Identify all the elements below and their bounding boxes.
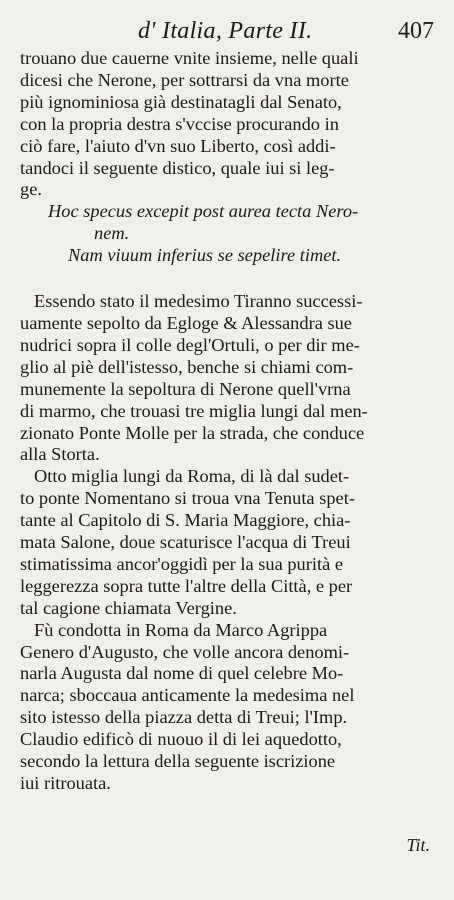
text-line: narca; sboccaua anticamente la medesima nel xyxy=(20,685,355,706)
text-line: nudrici sopra il colle degl'Ortuli, o per dir me- xyxy=(20,334,360,355)
text-line: mata Salone, doue scaturisce l'acqua di Treui xyxy=(20,532,351,553)
text-line: zionato Ponte Molle per la strada, che conduce xyxy=(20,422,365,443)
page-number: 407 xyxy=(398,18,434,44)
latin-distich xyxy=(20,201,436,267)
text-line: tal cagione chiamata Vergine. xyxy=(20,597,237,618)
text-line: più ignominiosa già destinatagli dal Senato, xyxy=(20,91,342,112)
page-header xyxy=(20,14,436,48)
text-line: glio al piè dell'istesso, benche si chiami com- xyxy=(20,356,354,377)
text-line: Essendo stato il medesimo Tiranno successi- xyxy=(34,291,363,312)
paragraph-2 xyxy=(20,291,436,466)
text-line: secondo la lettura della seguente iscrizione xyxy=(20,751,336,772)
text-line: Fù condotta in Roma da Marco Agrippa xyxy=(34,619,328,640)
text-line: ciò fare, l'aiuto d'vn suo Liberto, così addi- xyxy=(20,135,336,156)
paragraph-3 xyxy=(20,466,436,619)
paragraph-gap xyxy=(20,267,436,291)
paragraph-4 xyxy=(20,620,436,795)
verse-line: Nam viuum inferius se sepelire timet. xyxy=(68,245,342,266)
text-line: ge. xyxy=(20,179,42,200)
paragraph-1 xyxy=(20,48,436,201)
verse-line: nem. xyxy=(94,223,130,244)
text-line: alla Storta. xyxy=(20,444,100,465)
text-line: to ponte Nomentano si troua vna Tenuta spet- xyxy=(20,488,355,509)
text-line: Genero d'Augusto, che volle ancora denomi- xyxy=(20,641,350,662)
text-line: Otto miglia lungi da Roma, di là dal sudet- xyxy=(34,466,350,487)
text-line: tante al Capitolo di S. Maria Maggiore, chia- xyxy=(20,510,351,531)
running-title: d' Italia, Parte II. xyxy=(138,18,313,44)
catchword: Tit. xyxy=(406,835,430,855)
text-line: stimatissima ancor'oggidì per la sua purità e xyxy=(20,553,344,574)
text-line: dicesi che Nerone, per sottrarsi da vna morte xyxy=(20,69,349,90)
text-line: trouano due cauerne vnite insieme, nelle quali xyxy=(20,48,359,68)
text-line: con la propria destra s'vccise procurando in xyxy=(20,113,339,134)
text-line: iui ritrouata. xyxy=(20,773,111,793)
text-line: narla Augusta dal nome di quel celebre Mo- xyxy=(20,663,344,684)
verse-line: Hoc specus excepit post aurea tecta Nero- xyxy=(48,201,359,222)
text-line: leggerezza sopra tutte l'altre della Città, e per xyxy=(20,575,353,596)
text-line: munemente la sepoltura di Nerone quell'vrna xyxy=(20,378,351,399)
text-line: tandoci il seguente distico, quale iui si leg- xyxy=(20,157,335,178)
text-line: uamente sepolto da Egloge & Alessandra sue xyxy=(20,312,352,333)
text-line: Claudio edificò di nuouo il di lei aquedotto, xyxy=(20,729,342,750)
text-line: sito istesso della piazza detta di Treui; l'Imp. xyxy=(20,707,348,728)
text-line: di marmo, che trouasi tre miglia lungi dal men- xyxy=(20,400,368,421)
